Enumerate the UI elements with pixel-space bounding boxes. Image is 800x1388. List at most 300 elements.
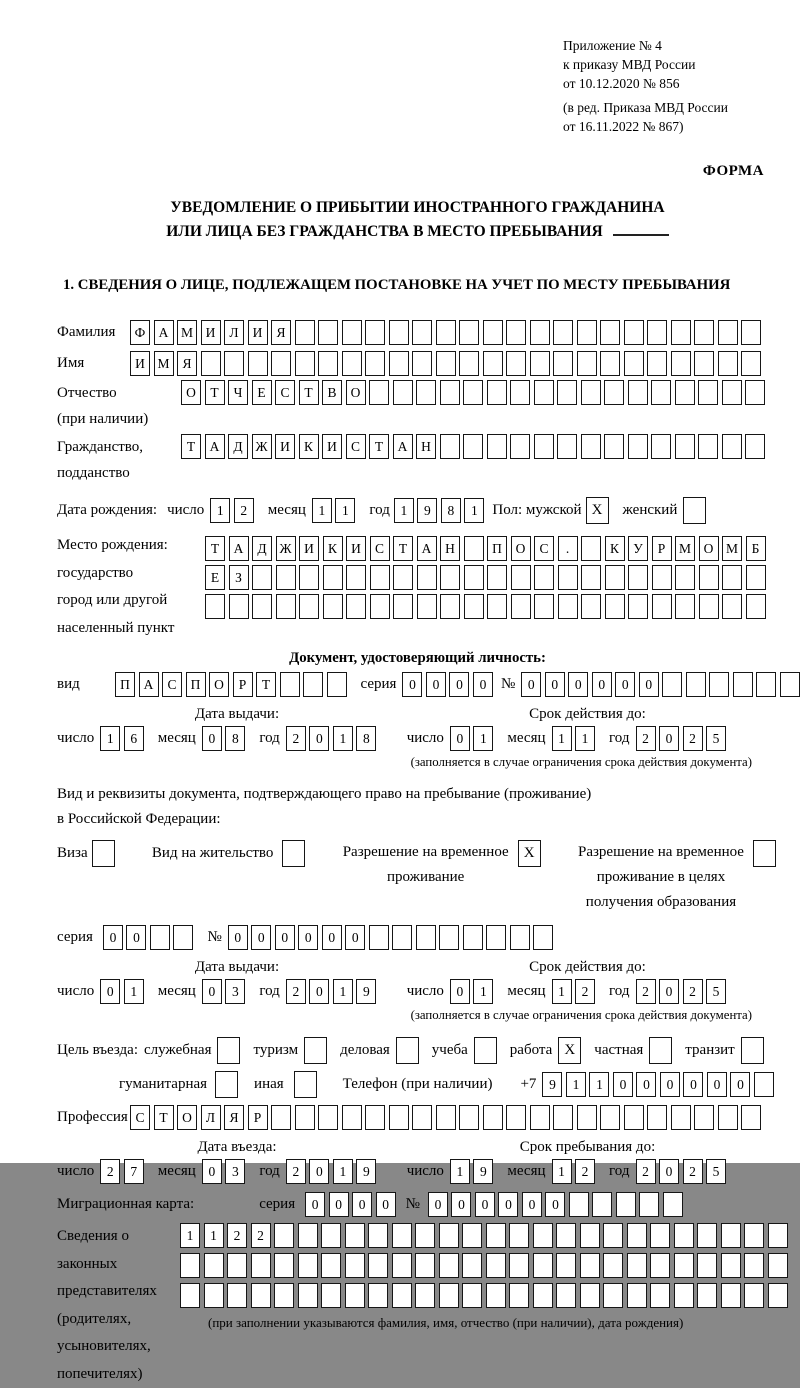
- form-cell[interactable]: 2: [286, 726, 306, 751]
- form-cell[interactable]: [464, 536, 484, 561]
- form-cell[interactable]: [463, 434, 483, 459]
- phone-boxes[interactable]: [542, 1072, 774, 1097]
- form-cell[interactable]: О: [181, 380, 201, 405]
- form-cell[interactable]: 1: [566, 1072, 586, 1097]
- form-cell[interactable]: Т: [205, 380, 225, 405]
- form-cell[interactable]: 1: [589, 1072, 609, 1097]
- form-cell[interactable]: 9: [542, 1072, 562, 1097]
- form-cell[interactable]: [487, 434, 507, 459]
- form-cell[interactable]: [365, 1105, 385, 1130]
- form-cell[interactable]: [440, 380, 460, 405]
- form-cell[interactable]: [557, 434, 577, 459]
- form-cell[interactable]: [392, 1223, 412, 1248]
- form-cell[interactable]: [650, 1283, 670, 1308]
- entry-year-boxes[interactable]: [286, 1159, 377, 1184]
- form-cell[interactable]: 1: [552, 1159, 572, 1184]
- form-cell[interactable]: [768, 1223, 788, 1248]
- form-cell[interactable]: [741, 351, 761, 376]
- form-cell[interactable]: 0: [636, 1072, 656, 1097]
- form-cell[interactable]: 0: [659, 979, 679, 1004]
- form-cell[interactable]: [603, 1223, 623, 1248]
- form-cell[interactable]: Н: [440, 536, 460, 561]
- stay-doc-issue-year-boxes[interactable]: [286, 979, 377, 1004]
- form-cell[interactable]: [603, 1283, 623, 1308]
- form-cell[interactable]: [276, 565, 296, 590]
- form-cell[interactable]: [462, 1223, 482, 1248]
- form-cell[interactable]: 0: [329, 1192, 349, 1217]
- form-cell[interactable]: П: [487, 536, 507, 561]
- form-cell[interactable]: 1: [450, 1159, 470, 1184]
- form-cell[interactable]: [342, 320, 362, 345]
- form-cell[interactable]: 2: [636, 979, 656, 1004]
- stay-doc-valid-day-boxes[interactable]: [450, 979, 494, 1004]
- form-cell[interactable]: Т: [181, 434, 201, 459]
- form-cell[interactable]: П: [115, 672, 135, 697]
- form-cell[interactable]: [628, 565, 648, 590]
- form-cell[interactable]: 0: [615, 672, 635, 697]
- form-cell[interactable]: [389, 351, 409, 376]
- form-cell[interactable]: [741, 320, 761, 345]
- form-cell[interactable]: М: [154, 351, 174, 376]
- form-cell[interactable]: 0: [100, 979, 120, 1004]
- form-cell[interactable]: С: [162, 672, 182, 697]
- form-cell[interactable]: 0: [451, 1192, 471, 1217]
- birth-place-boxes-row1[interactable]: [205, 536, 766, 561]
- form-cell[interactable]: Е: [205, 565, 225, 590]
- form-cell[interactable]: [345, 1283, 365, 1308]
- form-cell[interactable]: 8: [356, 726, 376, 751]
- stay-doc-series-boxes[interactable]: [103, 925, 194, 950]
- form-cell[interactable]: [464, 594, 484, 619]
- form-cell[interactable]: 0: [639, 672, 659, 697]
- form-cell[interactable]: [533, 1223, 553, 1248]
- form-cell[interactable]: [604, 434, 624, 459]
- form-cell[interactable]: [439, 925, 459, 950]
- form-cell[interactable]: [580, 1223, 600, 1248]
- form-cell[interactable]: [577, 1105, 597, 1130]
- form-cell[interactable]: [553, 1105, 573, 1130]
- form-cell[interactable]: Д: [252, 536, 272, 561]
- doc-valid-year-boxes[interactable]: [636, 726, 727, 751]
- form-cell[interactable]: [204, 1253, 224, 1278]
- form-cell[interactable]: [417, 565, 437, 590]
- form-cell[interactable]: [533, 1253, 553, 1278]
- form-cell[interactable]: З: [229, 565, 249, 590]
- form-cell[interactable]: 0: [305, 1192, 325, 1217]
- form-cell[interactable]: [318, 320, 338, 345]
- form-cell[interactable]: [251, 1253, 271, 1278]
- form-cell[interactable]: [581, 565, 601, 590]
- form-cell[interactable]: Л: [201, 1105, 221, 1130]
- form-cell[interactable]: [392, 925, 412, 950]
- form-cell[interactable]: [671, 351, 691, 376]
- form-cell[interactable]: 0: [202, 726, 222, 751]
- form-cell[interactable]: [674, 1223, 694, 1248]
- form-cell[interactable]: [506, 320, 526, 345]
- form-cell[interactable]: [511, 565, 531, 590]
- form-cell[interactable]: 0: [660, 1072, 680, 1097]
- form-cell[interactable]: [346, 565, 366, 590]
- stay-doc-valid-year-boxes[interactable]: [636, 979, 727, 1004]
- form-cell[interactable]: [651, 434, 671, 459]
- form-cell[interactable]: [651, 380, 671, 405]
- form-cell[interactable]: [439, 1253, 459, 1278]
- form-cell[interactable]: [459, 1105, 479, 1130]
- form-cell[interactable]: И: [201, 320, 221, 345]
- form-cell[interactable]: [733, 672, 753, 697]
- form-cell[interactable]: И: [299, 536, 319, 561]
- form-cell[interactable]: [674, 1283, 694, 1308]
- form-cell[interactable]: [365, 320, 385, 345]
- form-cell[interactable]: А: [154, 320, 174, 345]
- form-cell[interactable]: [744, 1223, 764, 1248]
- form-cell[interactable]: [205, 594, 225, 619]
- form-cell[interactable]: [280, 672, 300, 697]
- form-cell[interactable]: [675, 434, 695, 459]
- purpose-other-checkbox[interactable]: [294, 1071, 317, 1098]
- form-cell[interactable]: [754, 1072, 774, 1097]
- purpose-humanitarian-checkbox[interactable]: [215, 1071, 238, 1098]
- form-cell[interactable]: [323, 594, 343, 619]
- form-cell[interactable]: [298, 1253, 318, 1278]
- form-cell[interactable]: [647, 351, 667, 376]
- form-cell[interactable]: [534, 434, 554, 459]
- form-cell[interactable]: [345, 1223, 365, 1248]
- form-cell[interactable]: [393, 565, 413, 590]
- form-cell[interactable]: Т: [393, 536, 413, 561]
- form-cell[interactable]: 0: [475, 1192, 495, 1217]
- form-cell[interactable]: [652, 594, 672, 619]
- form-cell[interactable]: 0: [659, 726, 679, 751]
- form-cell[interactable]: [553, 351, 573, 376]
- form-cell[interactable]: [345, 1253, 365, 1278]
- stay-doc-issue-month-boxes[interactable]: [202, 979, 246, 1004]
- form-cell[interactable]: А: [229, 536, 249, 561]
- form-cell[interactable]: [698, 434, 718, 459]
- form-cell[interactable]: [744, 1253, 764, 1278]
- form-cell[interactable]: А: [139, 672, 159, 697]
- form-cell[interactable]: [252, 594, 272, 619]
- form-cell[interactable]: [674, 1253, 694, 1278]
- form-cell[interactable]: 0: [450, 726, 470, 751]
- form-cell[interactable]: 3: [225, 1159, 245, 1184]
- form-cell[interactable]: [650, 1223, 670, 1248]
- form-cell[interactable]: [486, 1283, 506, 1308]
- form-cell[interactable]: [652, 565, 672, 590]
- form-cell[interactable]: 0: [521, 672, 541, 697]
- purpose-tourism-checkbox[interactable]: [304, 1037, 327, 1064]
- form-cell[interactable]: [628, 434, 648, 459]
- form-cell[interactable]: [487, 565, 507, 590]
- visa-checkbox[interactable]: [92, 840, 115, 867]
- form-cell[interactable]: 0: [683, 1072, 703, 1097]
- form-cell[interactable]: [365, 351, 385, 376]
- form-cell[interactable]: 1: [210, 498, 230, 523]
- form-cell[interactable]: 0: [126, 925, 146, 950]
- form-cell[interactable]: [603, 1253, 623, 1278]
- form-cell[interactable]: [722, 594, 742, 619]
- form-cell[interactable]: [628, 380, 648, 405]
- profession-boxes[interactable]: [130, 1105, 761, 1130]
- form-cell[interactable]: С: [346, 434, 366, 459]
- form-cell[interactable]: [510, 380, 530, 405]
- form-cell[interactable]: [624, 351, 644, 376]
- form-cell[interactable]: И: [248, 320, 268, 345]
- form-cell[interactable]: [697, 1283, 717, 1308]
- purpose-official-checkbox[interactable]: [217, 1037, 240, 1064]
- form-cell[interactable]: [699, 565, 719, 590]
- form-cell[interactable]: [569, 1192, 589, 1217]
- form-cell[interactable]: 0: [568, 672, 588, 697]
- form-cell[interactable]: [370, 594, 390, 619]
- form-cell[interactable]: С: [130, 1105, 150, 1130]
- form-cell[interactable]: [694, 351, 714, 376]
- form-cell[interactable]: 7: [124, 1159, 144, 1184]
- form-cell[interactable]: [580, 1253, 600, 1278]
- form-cell[interactable]: [510, 434, 530, 459]
- form-cell[interactable]: [295, 1105, 315, 1130]
- doc-issue-year-boxes[interactable]: [286, 726, 377, 751]
- form-cell[interactable]: [201, 351, 221, 376]
- form-cell[interactable]: [346, 594, 366, 619]
- form-cell[interactable]: Р: [233, 672, 253, 697]
- form-cell[interactable]: [534, 380, 554, 405]
- form-cell[interactable]: [746, 594, 766, 619]
- form-cell[interactable]: [224, 351, 244, 376]
- form-cell[interactable]: 1: [333, 979, 353, 1004]
- stay-doc-valid-month-boxes[interactable]: [552, 979, 596, 1004]
- form-cell[interactable]: [487, 380, 507, 405]
- form-cell[interactable]: 1: [333, 726, 353, 751]
- form-cell[interactable]: [604, 380, 624, 405]
- form-cell[interactable]: [616, 1192, 636, 1217]
- form-cell[interactable]: [393, 594, 413, 619]
- form-cell[interactable]: О: [511, 536, 531, 561]
- temp-residence-education-checkbox[interactable]: [753, 840, 776, 867]
- form-cell[interactable]: А: [393, 434, 413, 459]
- form-cell[interactable]: [369, 380, 389, 405]
- form-cell[interactable]: 1: [552, 979, 572, 1004]
- form-cell[interactable]: 0: [309, 726, 329, 751]
- form-cell[interactable]: [662, 672, 682, 697]
- form-cell[interactable]: 0: [251, 925, 271, 950]
- form-cell[interactable]: [553, 320, 573, 345]
- stay-doc-number-boxes[interactable]: [228, 925, 554, 950]
- form-cell[interactable]: 0: [707, 1072, 727, 1097]
- sex-male-checkbox[interactable]: X: [586, 497, 609, 524]
- doc-issue-month-boxes[interactable]: [202, 726, 246, 751]
- form-cell[interactable]: [721, 1253, 741, 1278]
- form-cell[interactable]: [369, 925, 389, 950]
- form-cell[interactable]: [506, 351, 526, 376]
- form-cell[interactable]: [511, 594, 531, 619]
- form-cell[interactable]: [299, 565, 319, 590]
- purpose-private-checkbox[interactable]: [649, 1037, 672, 1064]
- form-cell[interactable]: [557, 380, 577, 405]
- form-cell[interactable]: [745, 434, 765, 459]
- form-cell[interactable]: 0: [592, 672, 612, 697]
- form-cell[interactable]: 2: [251, 1223, 271, 1248]
- form-cell[interactable]: И: [322, 434, 342, 459]
- form-cell[interactable]: 5: [706, 726, 726, 751]
- form-cell[interactable]: [580, 1283, 600, 1308]
- sex-female-checkbox[interactable]: [683, 497, 706, 524]
- patronymic-boxes[interactable]: [181, 380, 765, 405]
- form-cell[interactable]: [558, 594, 578, 619]
- form-cell[interactable]: О: [699, 536, 719, 561]
- form-cell[interactable]: Я: [177, 351, 197, 376]
- form-cell[interactable]: М: [177, 320, 197, 345]
- form-cell[interactable]: Т: [205, 536, 225, 561]
- form-cell[interactable]: 1: [473, 726, 493, 751]
- form-cell[interactable]: [299, 594, 319, 619]
- form-cell[interactable]: [251, 1283, 271, 1308]
- form-cell[interactable]: 6: [124, 726, 144, 751]
- form-cell[interactable]: Т: [154, 1105, 174, 1130]
- birth-month-boxes[interactable]: [312, 498, 356, 523]
- form-cell[interactable]: [412, 320, 432, 345]
- form-cell[interactable]: 0: [402, 672, 422, 697]
- form-cell[interactable]: [274, 1283, 294, 1308]
- form-cell[interactable]: 9: [356, 1159, 376, 1184]
- form-cell[interactable]: [746, 565, 766, 590]
- form-cell[interactable]: П: [186, 672, 206, 697]
- form-cell[interactable]: 0: [449, 672, 469, 697]
- form-cell[interactable]: Т: [299, 380, 319, 405]
- form-cell[interactable]: [327, 672, 347, 697]
- form-cell[interactable]: [436, 351, 456, 376]
- form-cell[interactable]: [204, 1283, 224, 1308]
- form-cell[interactable]: О: [346, 380, 366, 405]
- form-cell[interactable]: [509, 1283, 529, 1308]
- form-cell[interactable]: [506, 1105, 526, 1130]
- form-cell[interactable]: 2: [575, 1159, 595, 1184]
- form-cell[interactable]: [718, 1105, 738, 1130]
- stay-doc-issue-day-boxes[interactable]: [100, 979, 144, 1004]
- form-cell[interactable]: 0: [309, 1159, 329, 1184]
- form-cell[interactable]: О: [177, 1105, 197, 1130]
- form-cell[interactable]: [173, 925, 193, 950]
- representatives-boxes-row2[interactable]: [180, 1253, 788, 1278]
- form-cell[interactable]: [697, 1223, 717, 1248]
- form-cell[interactable]: [227, 1283, 247, 1308]
- form-cell[interactable]: 1: [552, 726, 572, 751]
- migration-number-boxes[interactable]: [428, 1192, 683, 1217]
- representatives-boxes-row1[interactable]: [180, 1223, 788, 1248]
- form-cell[interactable]: [483, 351, 503, 376]
- form-cell[interactable]: [697, 1253, 717, 1278]
- form-cell[interactable]: Я: [224, 1105, 244, 1130]
- doc-valid-day-boxes[interactable]: [450, 726, 494, 751]
- form-cell[interactable]: 2: [286, 1159, 306, 1184]
- form-cell[interactable]: Р: [248, 1105, 268, 1130]
- form-cell[interactable]: [321, 1283, 341, 1308]
- form-cell[interactable]: 2: [100, 1159, 120, 1184]
- form-cell[interactable]: [624, 1105, 644, 1130]
- form-cell[interactable]: [581, 434, 601, 459]
- form-cell[interactable]: [600, 1105, 620, 1130]
- form-cell[interactable]: 2: [227, 1223, 247, 1248]
- citizenship-boxes[interactable]: [181, 434, 765, 459]
- form-cell[interactable]: 0: [426, 672, 446, 697]
- form-cell[interactable]: 1: [394, 498, 414, 523]
- form-cell[interactable]: [368, 1223, 388, 1248]
- form-cell[interactable]: 0: [450, 979, 470, 1004]
- form-cell[interactable]: 0: [659, 1159, 679, 1184]
- form-cell[interactable]: 0: [376, 1192, 396, 1217]
- form-cell[interactable]: [150, 925, 170, 950]
- form-cell[interactable]: [558, 565, 578, 590]
- form-cell[interactable]: 1: [335, 498, 355, 523]
- form-cell[interactable]: 5: [706, 1159, 726, 1184]
- form-cell[interactable]: 3: [225, 979, 245, 1004]
- form-cell[interactable]: И: [275, 434, 295, 459]
- form-cell[interactable]: [530, 351, 550, 376]
- form-cell[interactable]: Т: [369, 434, 389, 459]
- form-cell[interactable]: [295, 351, 315, 376]
- form-cell[interactable]: [459, 320, 479, 345]
- doc-valid-month-boxes[interactable]: [552, 726, 596, 751]
- form-cell[interactable]: [556, 1283, 576, 1308]
- form-cell[interactable]: [389, 1105, 409, 1130]
- form-cell[interactable]: 0: [202, 979, 222, 1004]
- representatives-boxes-row3[interactable]: [180, 1283, 788, 1308]
- form-cell[interactable]: 0: [345, 925, 365, 950]
- form-cell[interactable]: [530, 1105, 550, 1130]
- birth-place-boxes-row2[interactable]: [205, 565, 766, 590]
- form-cell[interactable]: 2: [286, 979, 306, 1004]
- form-cell[interactable]: [462, 1253, 482, 1278]
- form-cell[interactable]: 1: [464, 498, 484, 523]
- form-cell[interactable]: [368, 1283, 388, 1308]
- purpose-work-checkbox[interactable]: X: [558, 1037, 581, 1064]
- form-cell[interactable]: [252, 565, 272, 590]
- form-cell[interactable]: 1: [124, 979, 144, 1004]
- form-cell[interactable]: [248, 351, 268, 376]
- purpose-transit-checkbox[interactable]: [741, 1037, 764, 1064]
- form-cell[interactable]: [509, 1253, 529, 1278]
- form-cell[interactable]: А: [417, 536, 437, 561]
- form-cell[interactable]: [745, 380, 765, 405]
- form-cell[interactable]: [462, 1283, 482, 1308]
- form-cell[interactable]: [227, 1253, 247, 1278]
- form-cell[interactable]: [671, 320, 691, 345]
- form-cell[interactable]: [663, 1192, 683, 1217]
- form-cell[interactable]: 0: [473, 672, 493, 697]
- form-cell[interactable]: [510, 925, 530, 950]
- form-cell[interactable]: [581, 380, 601, 405]
- form-cell[interactable]: [627, 1253, 647, 1278]
- form-cell[interactable]: [440, 594, 460, 619]
- form-cell[interactable]: [627, 1223, 647, 1248]
- form-cell[interactable]: [436, 320, 456, 345]
- form-cell[interactable]: [436, 1105, 456, 1130]
- form-cell[interactable]: [718, 320, 738, 345]
- form-cell[interactable]: [463, 925, 483, 950]
- form-cell[interactable]: [412, 1105, 432, 1130]
- form-cell[interactable]: .: [558, 536, 578, 561]
- form-cell[interactable]: 1: [180, 1223, 200, 1248]
- form-cell[interactable]: Ж: [276, 536, 296, 561]
- form-cell[interactable]: [647, 1105, 667, 1130]
- form-cell[interactable]: [392, 1283, 412, 1308]
- form-cell[interactable]: [483, 1105, 503, 1130]
- form-cell[interactable]: [534, 565, 554, 590]
- form-cell[interactable]: [487, 594, 507, 619]
- form-cell[interactable]: 0: [545, 1192, 565, 1217]
- form-cell[interactable]: [298, 1283, 318, 1308]
- form-cell[interactable]: [463, 380, 483, 405]
